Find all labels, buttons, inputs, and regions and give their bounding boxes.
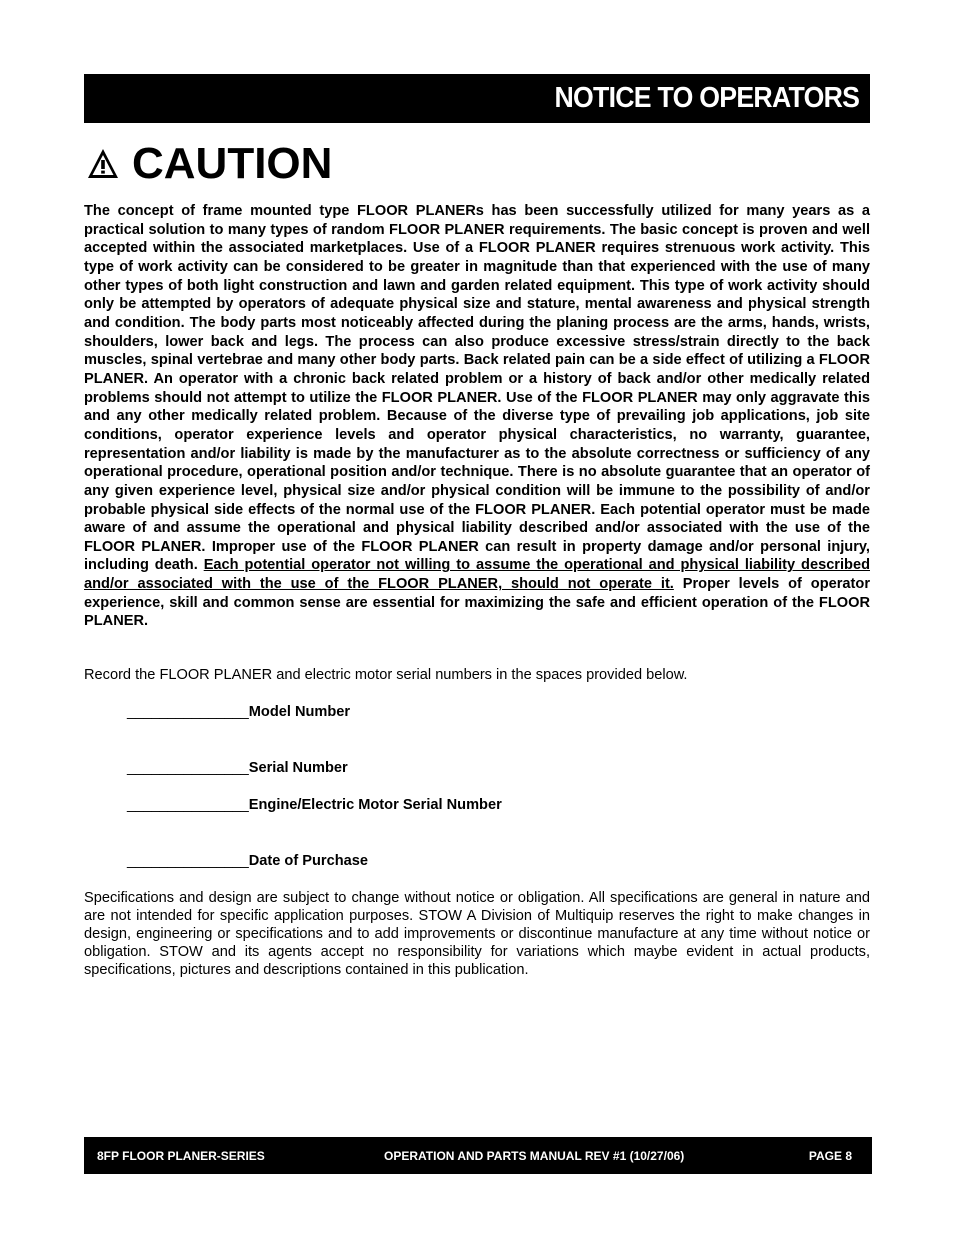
field-label: Model Number <box>248 704 351 720</box>
date-of-purchase-field[interactable] <box>127 853 368 869</box>
field-label: Date of Purchase <box>248 853 368 869</box>
blank-line: _______________ <box>127 853 249 869</box>
field-label: Serial Number <box>248 760 348 776</box>
warning-triangle-icon <box>86 147 120 181</box>
engine-motor-serial-field[interactable] <box>127 797 502 813</box>
footer-manual-revision: OPERATION AND PARTS MANUAL REV #1 (10/27/06) <box>384 1148 685 1163</box>
page-title: NOTICE TO OPERATORS <box>554 82 859 114</box>
caution-heading <box>86 138 332 190</box>
record-instruction: Record the FLOOR PLANER and electric motor serial numbers in the spaces provided below. <box>84 667 688 683</box>
footer-page-number: PAGE 8 <box>808 1148 852 1163</box>
notice-underlined-warning: Each potential operator not willing to assume the operational and physical liability described and/or associated with the use of the FLOOR PLANER, should not operate it. <box>84 557 870 593</box>
field-label: Engine/Electric Motor Serial Number <box>248 797 502 813</box>
notice-body: The concept of frame mounted type FLOOR PLANERs has been successfully utilized for many years as a practical solution to many types of random FLOOR PLANER requirements. The basic concept is proven and well accepted within the associated marketplaces. Use of a FLOOR PLANER requires strenuous work activity. This type of work activity can be considered to be greater in magnitude than that experienced with the use of many other types of both light construction and lawn and garden related equipment. This type of work activity should only be attempted by operators of adequate physical size and stature, mental awareness and physical strength and condition. The body parts most noticeably affected during the planing process are the arms, hands, wrists, shoulders, lower back and legs. The process can also produce excessive stress/strain directly to the back muscles, spinal vertebrae and many other body parts. Back related pain can be a side effect of utilizing a FLOOR PLANER. An operator with a chronic back related problem or a history of back and/or other medically related problems should not attempt to utilize the FLOOR PLANER. Use of the FLOOR PLANER may only aggravate this and any other medically related problem. Because of the diverse type of prevailing job applications, job site conditions, operator experience levels and operator physical characteristics, no warranty, guarantee, representation and/or liability is made by the manufacturer as to the absolute correctness or sufficiency of any operational procedure, operational position and/or technique. There is no absolute guarantee that an operator of any given experience level, physical size and/or physical condition will be immune to the possibility of and/or probable physical side effects of the normal use of the FLOOR PLANER. Each potential operator must be made aware of and assume the operational and physical liability described and/or associated with the use of the FLOOR PLANER. Improper use of the FLOOR PLANER can result in property damage and/or personal injury, including death. <box>84 203 870 574</box>
caution-notice-paragraph <box>84 202 870 631</box>
caution-label: CAUTION <box>132 139 333 188</box>
serial-number-field[interactable] <box>127 760 348 776</box>
specifications-disclaimer: Specifications and design are subject to change without notice or obligation. All specifications are general in nature and are not intended for specific application purposes. STOW A Division of Multiquip reserves the right to make changes in design, engineering or specifications and to add improvements or discontinue manufacture at any time without notice or obligation. STOW and its agents accept no responsibility for variations which maybe evident in actual products, specifications, pictures and descriptions contained in this publication. <box>84 890 870 979</box>
notice-closing: Proper levels of operator experience, skill and common sense are essential for maximizing the safe and efficient operation of the FLOOR PLANER. <box>84 576 870 630</box>
header-bar <box>84 74 870 123</box>
model-number-field[interactable] <box>127 704 350 720</box>
blank-line: _______________ <box>127 797 249 813</box>
blank-line: _______________ <box>127 704 249 720</box>
footer-bar <box>84 1137 872 1174</box>
blank-line: _______________ <box>127 760 249 776</box>
footer-series: 8FP FLOOR PLANER-SERIES <box>97 1148 265 1163</box>
